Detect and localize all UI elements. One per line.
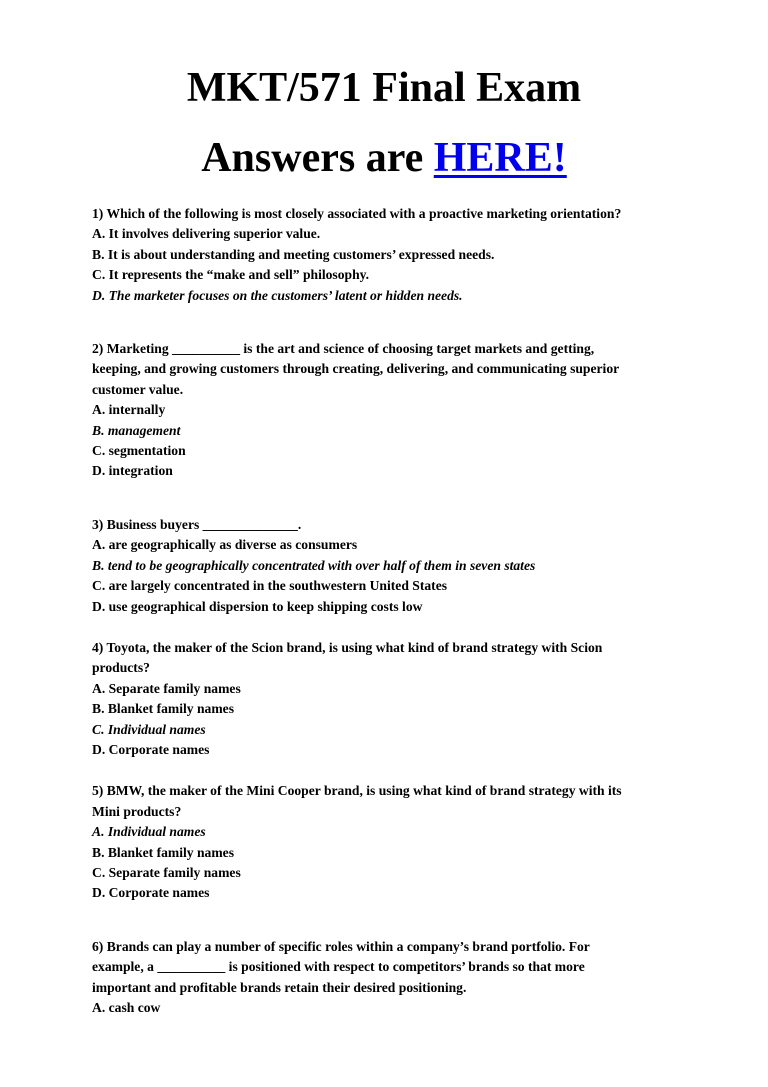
question-text: 2) Marketing __________ is the art and science of choosing target markets and getting, [92, 341, 595, 357]
question-text: Mini products? [92, 803, 182, 819]
answer-option: A. It involves delivering superior value. [92, 226, 321, 242]
subtitle-prefix: Answers are [201, 135, 434, 181]
question-5 [92, 781, 732, 903]
question-text: 6) Brands can play a number of specific roles within a company’s brand portfolio. For [92, 938, 590, 954]
question-text: 3) Business buyers ______________. [92, 516, 302, 532]
question-text: keeping, and growing customers through creating, delivering, and communicating superior [92, 361, 620, 377]
question-text: products? [92, 660, 150, 676]
answers-here-link[interactable]: HERE! [433, 135, 567, 181]
answer-option: C. segmentation [92, 443, 186, 459]
answer-option: A. are geographically as diverse as consumers [92, 537, 358, 553]
spacer [92, 306, 732, 339]
question-list [92, 204, 732, 1018]
question-text: 4) Toyota, the maker of the Scion brand, is using what kind of brand strategy with Scion [92, 639, 603, 655]
answer-option: D. Corporate names [92, 741, 210, 757]
correct-answer-option: C. Individual names [92, 721, 206, 737]
answer-option: C. It represents the “make and sell” philosophy. [92, 267, 370, 283]
question-text: 1) Which of the following is most closely associated with a proactive marketing orientation? [92, 206, 622, 221]
correct-answer-option: D. The marketer focuses on the customers’ latent or hidden needs. [92, 287, 463, 303]
question-text: customer value. [92, 381, 184, 397]
answer-option: A. Separate family names [92, 680, 241, 696]
correct-answer-option: A. Individual names [92, 824, 206, 840]
question-text: example, a __________ is positioned with respect to competitors’ brands so that more [92, 959, 585, 975]
answer-option: A. internally [92, 402, 166, 418]
spacer [92, 904, 732, 937]
correct-answer-option: B. tend to be geographically concentrated with over half of them in seven states [92, 557, 536, 573]
page-subtitle [0, 134, 768, 182]
answer-option: D. integration [92, 463, 173, 479]
question-4 [92, 638, 732, 760]
question-text: 5) BMW, the maker of the Mini Cooper brand, is using what kind of brand strategy with its [92, 783, 622, 799]
spacer [92, 482, 732, 515]
question-6 [92, 937, 732, 1019]
spacer [92, 760, 732, 781]
answer-option: D. use geographical dispersion to keep shipping costs low [92, 598, 423, 614]
spacer [92, 617, 732, 638]
answer-option: A. cash cow [92, 1000, 161, 1015]
answer-option: B. Blanket family names [92, 844, 234, 860]
question-2 [92, 339, 732, 482]
correct-answer-option: B. management [92, 422, 181, 438]
answer-option: B. It is about understanding and meeting customers’ expressed needs. [92, 246, 495, 262]
answer-option: D. Corporate names [92, 885, 210, 901]
question-text: important and profitable brands retain their desired positioning. [92, 979, 467, 995]
question-1 [92, 204, 732, 306]
answer-option: C. Separate family names [92, 864, 241, 880]
page-title: MKT/571 Final Exam [186, 65, 582, 111]
answer-option: B. Blanket family names [92, 701, 234, 717]
question-3 [92, 515, 732, 617]
answer-option: C. are largely concentrated in the southwestern United States [92, 578, 448, 594]
